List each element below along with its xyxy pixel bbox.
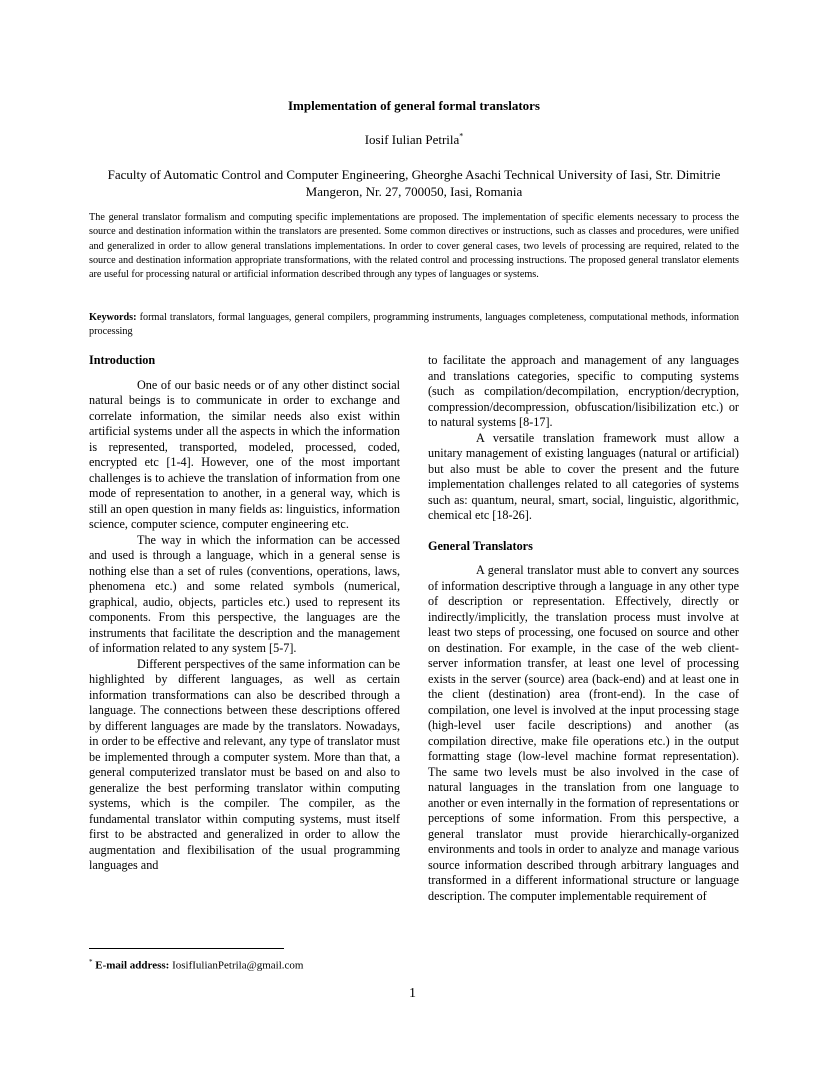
paragraph: A general translator must able to convert any sources of information descriptive through a language in any other type of description or representation. Effectively, directly or indirectly/implicitly, the translation process must involve at least two steps of processing, one focused on source and other on destination. For example, in the case of the web client-server information transfer, at least one level of processing exists in the server (source) area (back-end) and at least one in the client (destination) area (front-end). In the case of compilation, one level is involved at the input processing stage (high-level user facile descriptions) and another (as compilation directive, make file operations etc.) in the output formatting stage (low-level machine format representation). The same two levels must be also involved in the case of natural languages in the translation from one language to another or even internally in the formation of representations or perceptions of some information. From this perspective, a general translator must provide hierarchically-organized environments and tools in order to analyze and manage various source information described through arbitrary languages and transformed in a different informational structure or language description. The computer implementable requirement of xyxy=(428,563,739,903)
paragraph: Different perspectives of the same information can be highlighted by different languages, as well as certain information transformations can also be described through a language. The connections between these descriptions offered by different languages are made by the translators. Nowadays, in order to be effective and relevant, any type of translator must be implemented through a computer system. More than that, a general computerized translator must be based on and also to generalize the best performing translator within computing systems, which is the compiler. The compiler, as the fundamental translator within computing systems, must itself first to be abstracted and generalized in order to allow the augmentation and flexibilisation of the usual programming languages and xyxy=(89,656,400,872)
paper-title: Implementation of general formal translators xyxy=(287,98,540,113)
right-column xyxy=(428,353,739,904)
footnote-label: E-mail address: xyxy=(95,959,170,972)
keywords-text: formal translators, formal languages, general compilers, programming instruments, languages completeness, computational methods, information processing xyxy=(89,312,740,338)
paragraph: A versatile translation framework must allow a unitary management of existing languages (natural or artificial) but also must be able to cover the present and the future implementation challenges related to all categories of systems such as: quantum, neural, smart, social, linguistic, algorithmic, chemical etc [18-26]. xyxy=(428,430,739,522)
page-number: 1 xyxy=(409,986,416,1001)
affiliation: Faculty of Automatic Control and Computer Engineering, Gheorghe Asachi Technical University of Iasi, Str. Dimitrie Mangeron, Nr. 27, 700050, Iasi, Romania xyxy=(107,167,721,199)
footnote-email: IosifIulianPetrila@gmail.com xyxy=(172,959,304,972)
paragraph: The way in which the information can be accessed and used is through a language, which in a general sense is nothing else than a set of rules (conventions, operations, laws, phenomena etc.) and some related symbols (numerical, graphical, audio, objects, particles etc.) used to represent its components. From this perspective, the languages are the instruments that facilitate the description and the management of information related to any system [5-7]. xyxy=(89,532,400,655)
author-footnote-mark: * xyxy=(459,131,464,141)
footnote-rule xyxy=(89,948,284,949)
abstract: The general translator formalism and computing specific implementations are proposed. The implementation of specific elements necessary to process the source and destination information within the translators are presented. Some common directives or instructions, such as classes and procedures, were unified and generalized in order to allow general translations implementations. In order to cover general cases, two levels of processing are required, related to the source and destination information appropriate transformations, with the related control and processing instructions. The proposed general translator elements are useful for processing natural or artificial information described through any types of languages or systems. xyxy=(89,212,739,281)
footnote xyxy=(89,958,303,972)
author-name xyxy=(0,132,828,148)
paragraph-continuation: to facilitate the approach and management of any languages and translations categories, specific to computing systems (such as compilation/decompilation, encryption/decryption, compression/decompression, obfuscation/lisibilization etc.) or to natural systems [8-17]. xyxy=(428,353,739,429)
keywords xyxy=(89,311,739,340)
paragraph: One of our basic needs or of any other distinct social natural beings is to communicate in order to exchange and correlate information, the similar needs also exist within artificial systems under all the aspects in which the information is represented, transported, modeled, processed, coded, encrypted etc [1-4]. However, one of the most important challenges is to achieve the translation of information from one mode of representation to another, in a general way, which is still an open question in many fields as: linguistics, information science, computer science, computer engineering etc. xyxy=(89,377,400,531)
left-column xyxy=(89,353,400,874)
keywords-label: Keywords: xyxy=(89,312,137,323)
section-heading-general-translators: General Translators xyxy=(428,538,533,553)
author-name-text: Iosif Iulian Petrila xyxy=(364,132,460,147)
footnote-mark: * xyxy=(89,958,93,966)
section-heading-introduction: Introduction xyxy=(89,353,156,367)
